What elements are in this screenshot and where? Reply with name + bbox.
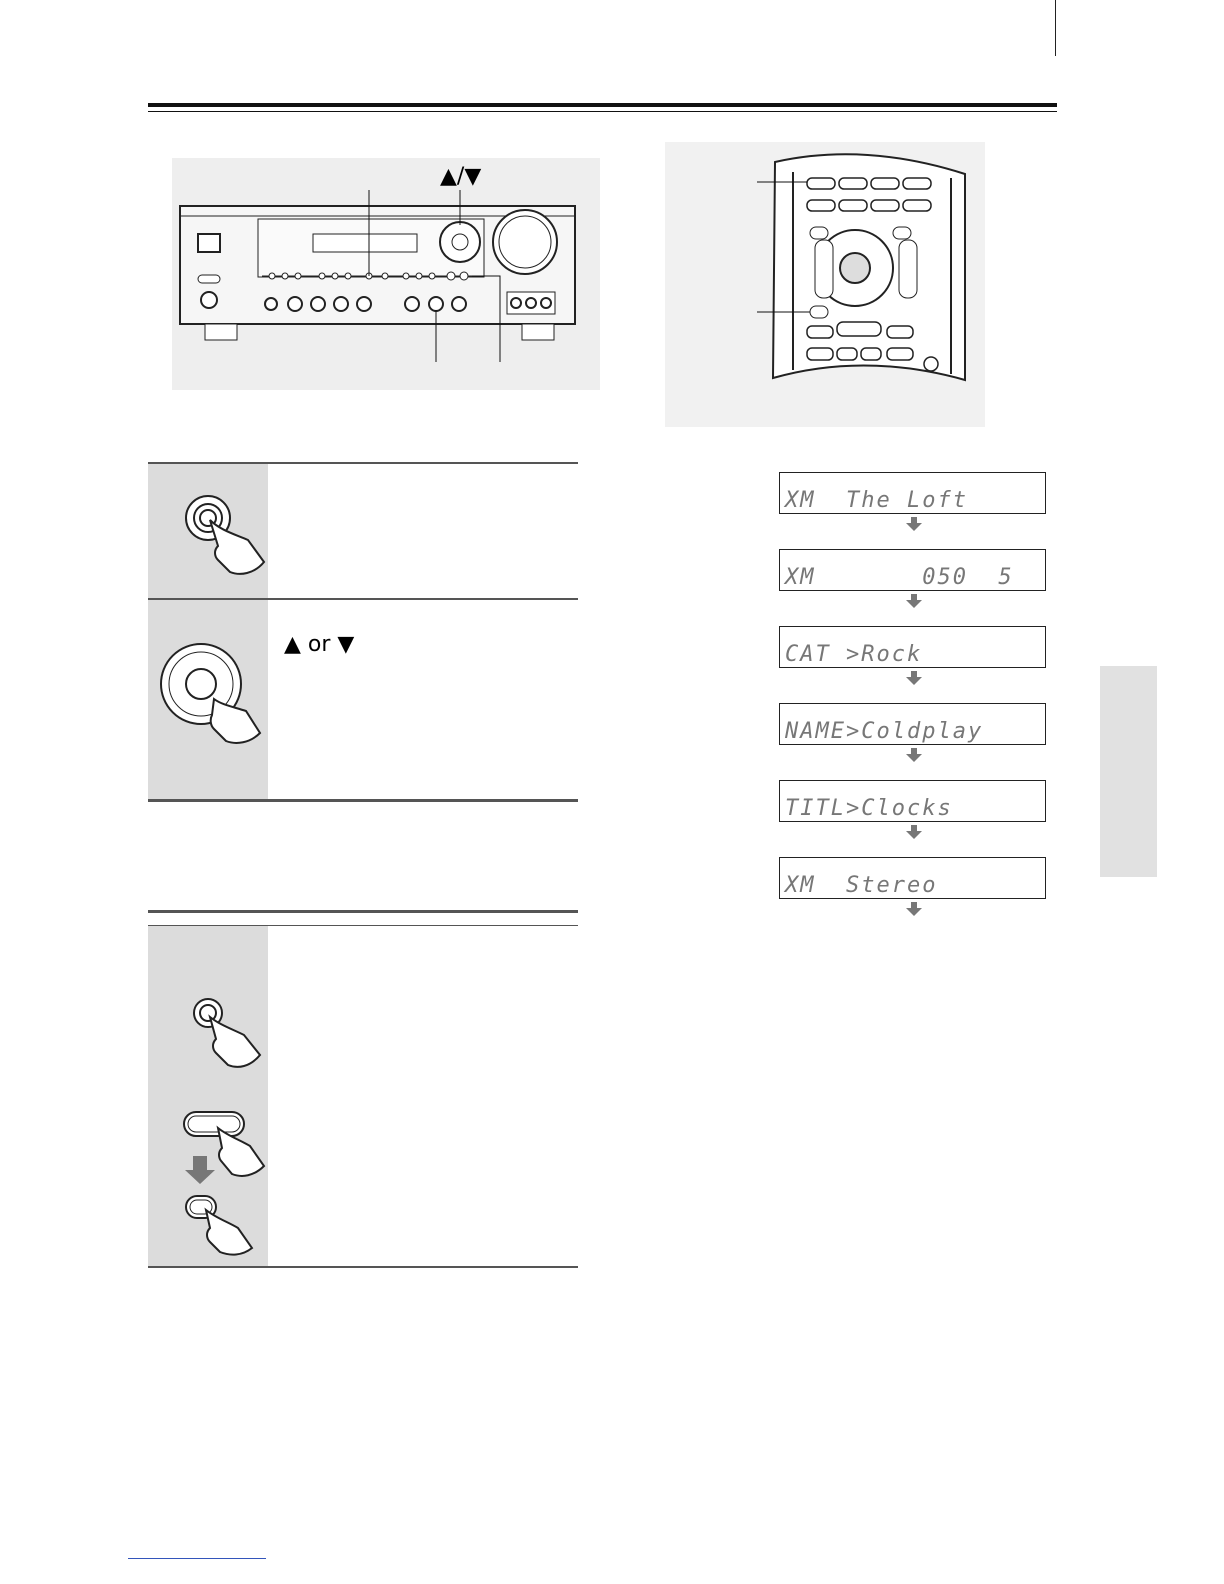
header-rule-thin xyxy=(148,111,1057,112)
remote-svg xyxy=(665,142,985,427)
panel2 xyxy=(148,926,578,1266)
press-sequence-illustration xyxy=(178,1106,273,1256)
receiver-svg xyxy=(150,150,600,390)
panel2-top-rule xyxy=(148,910,578,913)
arrow-down-icon xyxy=(906,748,922,762)
display-text-1: XM The Loft xyxy=(785,488,968,513)
panel2-bottom-rule xyxy=(148,1266,578,1268)
display-screen-6 xyxy=(779,857,1046,899)
header-rule-thick xyxy=(148,103,1057,107)
footer-link-underline xyxy=(128,1558,266,1559)
press-button-illustration xyxy=(178,486,273,581)
display-screen-3 xyxy=(779,626,1046,668)
display-text-4: NAME>Coldplay xyxy=(785,719,984,744)
arrow-down-icon xyxy=(906,902,922,916)
steps-panel xyxy=(148,464,578,800)
cursor-arrows-label: ▲/▼ xyxy=(440,164,482,189)
display-screen-4 xyxy=(779,703,1046,745)
display-text-5: TITL>Clocks xyxy=(785,796,953,821)
display-screen-5 xyxy=(779,780,1046,822)
step-divider xyxy=(148,598,578,600)
remote-illustration xyxy=(665,142,985,427)
arrow-down-icon xyxy=(906,517,922,531)
section-side-tab xyxy=(1100,666,1157,877)
crop-mark xyxy=(1055,0,1056,56)
display-screen-2 xyxy=(779,549,1046,591)
arrow-down-icon xyxy=(906,594,922,608)
press-small-button-illustration xyxy=(188,991,273,1076)
step2-arrow-labels: ▲ or ▼ xyxy=(284,632,355,657)
display-screen-1 xyxy=(779,472,1046,514)
display-text-2: XM 050 5 xyxy=(785,565,1014,590)
display-text-3: CAT >Rock xyxy=(785,642,923,667)
arrow-down-icon xyxy=(906,825,922,839)
arrow-down-icon xyxy=(906,671,922,685)
cursor-pad-illustration xyxy=(156,629,271,749)
display-text-6: XM Stereo xyxy=(785,873,938,898)
receiver-illustration xyxy=(150,150,600,390)
step-panel-bottom-rule xyxy=(148,799,578,802)
